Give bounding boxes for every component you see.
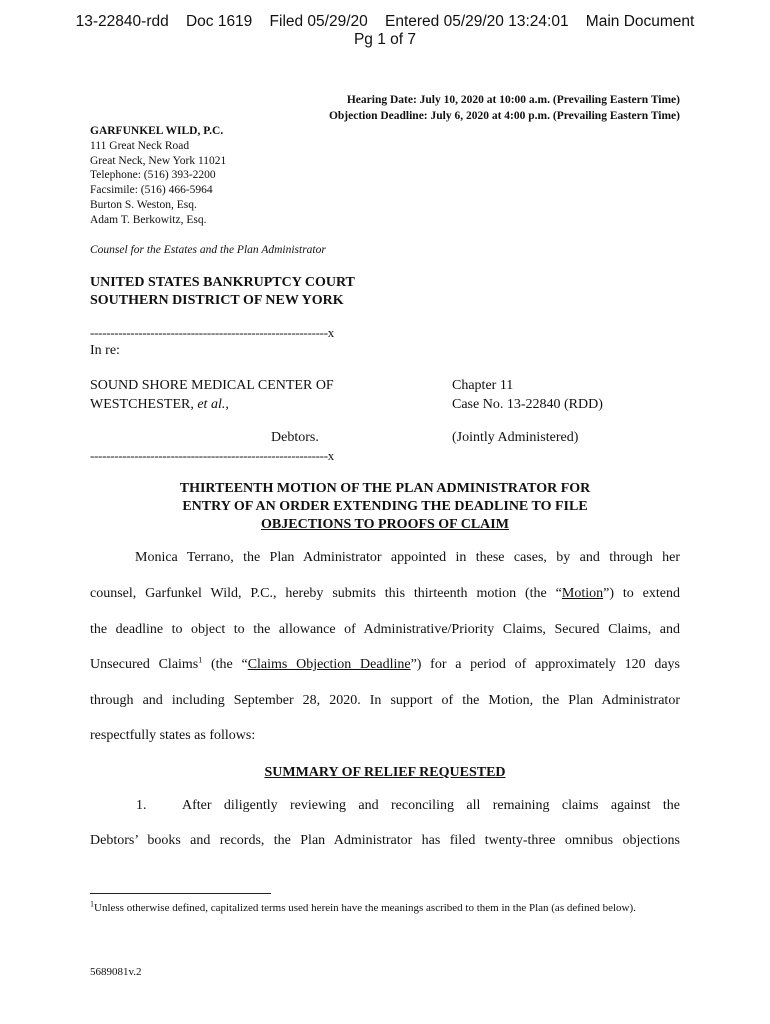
debtor-comma: , — [225, 397, 229, 412]
intro-line-4-c: ”) for a period of approximately 120 days — [410, 657, 680, 672]
footnote-ref: 1 — [198, 655, 203, 665]
et-al: et al. — [197, 397, 226, 412]
debtors-label: Debtors. — [271, 430, 319, 445]
intro-line-6: respectfully states as follows: — [90, 728, 256, 743]
para1-line-2: Debtors’ books and records, the Plan Administrator has filed twenty-three omnibus objections — [90, 833, 680, 848]
firm-name: GARFUNKEL WILD, P.C. — [90, 125, 224, 137]
paragraph-number: 1. — [136, 798, 147, 813]
hearing-date: Hearing Date: July 10, 2020 at 10:00 a.m. (Prevailing Eastern Time) — [346, 94, 680, 106]
intro-line-2-b: ”) to extend — [603, 586, 680, 601]
case-number: Case No. 13-22840 (RDD) — [452, 397, 603, 412]
intro-line-2 — [90, 586, 680, 602]
jointly-administered: (Jointly Administered) — [452, 430, 579, 445]
caption-rule-bottom: -----------------------------------------------------------x — [90, 448, 334, 463]
counsel-for: Counsel for the Estates and the Plan Administrator — [90, 244, 326, 256]
intro-line-2-a: counsel, Garfunkel Wild, P.C., hereby submits this thirteenth motion (the “ — [90, 586, 562, 601]
motion-title-line-2: ENTRY OF AN ORDER EXTENDING THE DEADLINE TO FILE — [182, 499, 588, 514]
footnote-marker: 1 — [90, 899, 94, 909]
counsel-block — [90, 124, 226, 228]
facsimile: Facsimile: (516) 466-5964 — [90, 184, 213, 197]
court-district: SOUTHERN DISTRICT OF NEW YORK — [90, 293, 344, 308]
debtor-name-line-1: SOUND SHORE MEDICAL CENTER OF — [90, 378, 334, 393]
para1-line-1: After diligently reviewing and reconciling all remaining claims against the — [182, 798, 680, 813]
debtor-name-line-2 — [90, 397, 229, 413]
court-name: UNITED STATES BANKRUPTCY COURT — [90, 275, 355, 290]
claims-objection-deadline-term: Claims Objection Deadline — [247, 657, 411, 672]
objection-deadline: Objection Deadline: July 6, 2020 at 4:00 p.m. (Prevailing Eastern Time) — [328, 110, 680, 122]
document-id: 5689081v.2 — [90, 966, 142, 978]
in-re: In re: — [90, 343, 120, 358]
motion-title-line-3: OBJECTIONS TO PROOFS OF CLAIM — [261, 517, 509, 532]
motion-defined-term: Motion — [561, 586, 604, 601]
attorney-1: Burton S. Weston, Esq. — [90, 198, 197, 211]
summary-heading: SUMMARY OF RELIEF REQUESTED — [264, 765, 506, 780]
intro-line-4-b: (the “ — [202, 657, 248, 672]
attorney-2: Adam T. Berkowitz, Esq. — [90, 213, 207, 226]
footnote-rule — [90, 893, 271, 894]
footnote — [90, 901, 680, 916]
ecf-page-count: Pg 1 of 7 — [353, 31, 417, 48]
motion-title-line-1: THIRTEENTH MOTION OF THE PLAN ADMINISTRATOR FOR — [179, 481, 591, 496]
intro-line-4-a: Unsecured Claims — [90, 657, 199, 672]
telephone: Telephone: (516) 393-2200 — [90, 169, 216, 182]
debtor-name-text: WESTCHESTER, — [90, 397, 198, 412]
intro-line-5: through and including September 28, 2020. In support of the Motion, the Plan Administrator — [90, 693, 680, 708]
address-line-2: Great Neck, New York 11021 — [90, 154, 227, 167]
caption-rule-top: -----------------------------------------------------------x — [90, 325, 334, 340]
ecf-header-line: 13-22840-rdd Doc 1619 Filed 05/29/20 Entered 05/29/20 13:24:01 Main Document — [75, 13, 695, 30]
chapter: Chapter 11 — [452, 378, 514, 393]
intro-line-3: the deadline to object to the allowance of Administrative/Priority Claims, Secured Claims, and — [90, 622, 680, 637]
footnote-text: Unless otherwise defined, capitalized terms used herein have the meanings ascribed to them in the Plan (as defined below). — [94, 902, 636, 914]
intro-line-1: Monica Terrano, the Plan Administrator appointed in these cases, by and through her — [135, 550, 680, 565]
intro-line-4 — [90, 657, 680, 673]
address-line-1: 111 Great Neck Road — [90, 139, 190, 152]
